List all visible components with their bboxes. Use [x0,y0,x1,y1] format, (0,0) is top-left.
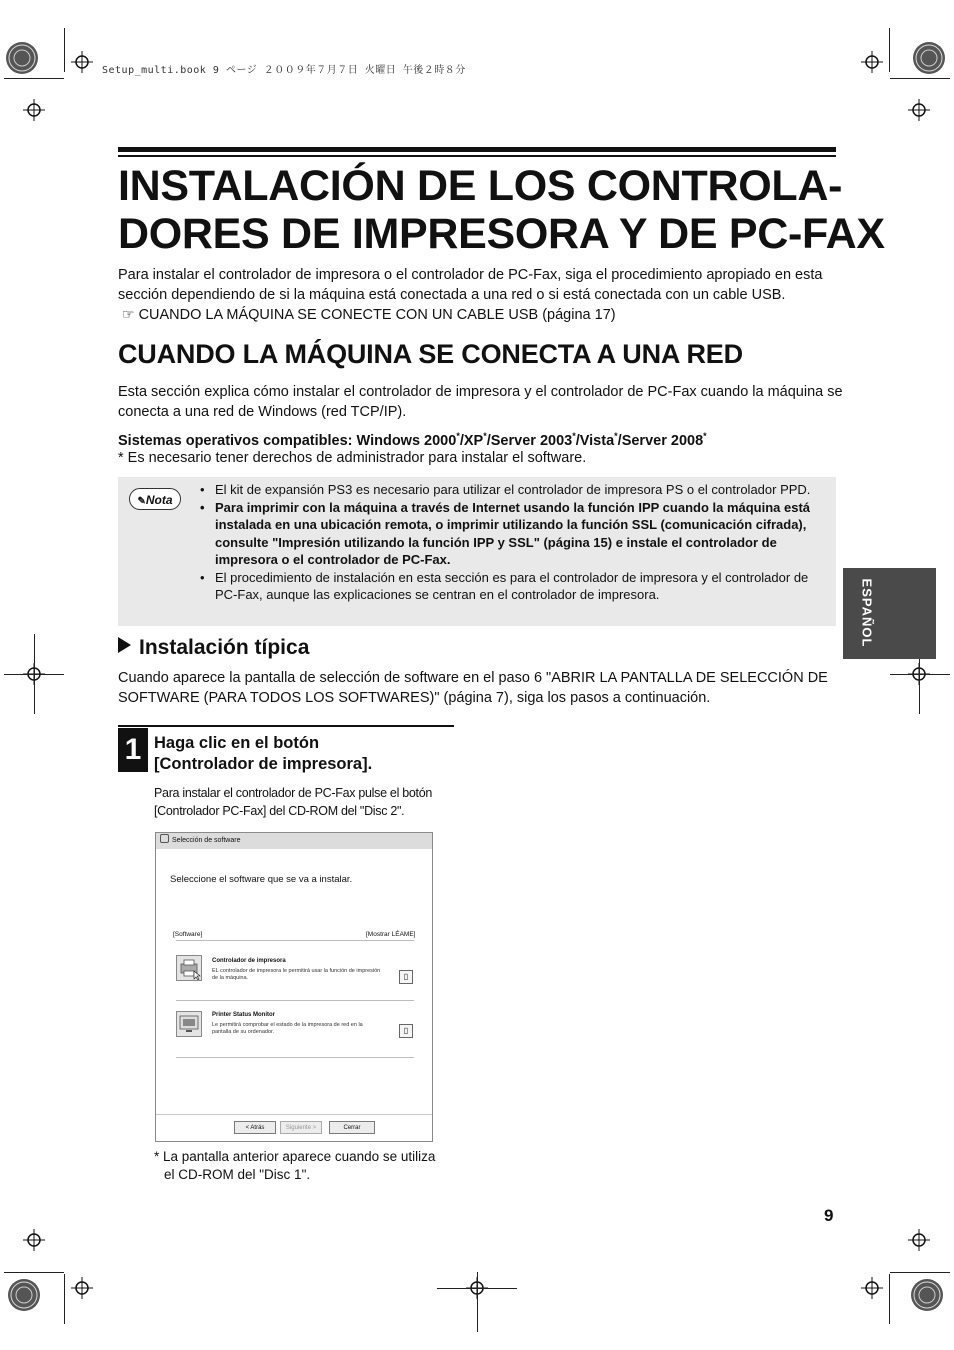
os-asterisk: * [456,431,460,441]
usb-reference-text: CUANDO LA MÁQUINA SE CONECTE CON UN CABLE USB (página 17) [138,307,616,323]
window-content [156,849,432,1141]
page-title-line2: DORES DE IMPRESORA Y DE PC-FAX [118,210,885,258]
title-rule-thin [118,155,836,157]
registration-mark-icon [909,1277,945,1313]
os-asterisk: * [483,431,487,441]
document-icon[interactable]: ▯ [399,1024,413,1038]
crosshair-icon [861,51,883,73]
step-rule [118,725,454,727]
crosshair-icon [908,99,930,121]
crosshair-icon [71,1277,93,1299]
software-selection-window [155,832,433,1142]
os-asterisk: * [614,431,618,441]
pencil-icon: ✎ [137,496,146,507]
divider [176,1057,414,1058]
printer-driver-button[interactable]: Controlador de impresora [212,958,286,964]
readme-link[interactable]: [Mostrar LÉAME] [366,931,416,938]
intro-paragraph: Para instalar el controlador de impresora o el controlador de PC-Fax, siga el procedimiento apropiado en esta sección dependiendo de si la máquina está conectada a una red o si está conectada con un cable USB. [118,267,823,303]
language-tab-label: ESPAÑOL [859,578,875,648]
print-slug: Setup_multi.book 9 ページ ２００９年７月７日 火曜日 午後２時８分 [102,65,466,76]
registration-mark-icon [4,40,40,76]
note-item: • Para imprimir con la máquina a través de Internet usando la función IPP cuando la máquina está instalada en una ubicación remota, o imprimir utilizando la función SSL (comunicación cifrada), consulte "Impresión utilizando la función IPP y SSL" (página 15) e instale el controlador de impresora o el controlador de PC-Fax. [198,499,828,569]
subsection-heading-text: Instalación típica [139,636,310,659]
note-list [198,481,828,604]
triangle-bullet-icon [118,637,131,653]
os-asterisk: * [572,431,576,441]
section-heading: CUANDO LA MÁQUINA SE CONECTA A UNA RED [118,339,743,369]
divider [176,1000,414,1001]
note-badge-label: Nota [145,493,173,507]
footer-divider [156,1114,432,1115]
back-button[interactable]: < Atrás [234,1121,276,1134]
note-item: • El procedimiento de instalación en esta sección es para el controlador de impresora y el controlador de PC-Fax, aunque las explicaciones se centran en el controlador de impresora. [198,569,828,604]
registration-mark-icon [6,1277,42,1313]
title-rule [118,147,836,152]
next-button[interactable]: Siguiente > [280,1121,322,1134]
footnote [154,1148,435,1184]
language-tab [843,568,936,659]
page-number: 9 [824,1206,834,1225]
step-description-line2: [Controlador PC-Fax] del CD-ROM del "Disc 2". [154,804,405,818]
crosshair-icon [23,99,45,121]
usb-reference[interactable] [122,307,616,323]
step-title [154,733,372,775]
window-titlebar [156,833,432,850]
os-xp: /XP [459,432,484,449]
printer-icon[interactable] [176,955,202,981]
printer-driver-desc: EL controlador de impresora le permitirá usar la función de impresión de la máquina. [212,968,381,981]
typical-paragraph: Cuando aparece la pantalla de selección de software en el paso 6 "ABRIR LA PANTALLA DE SELECCIÓN DE SOFTWARE (PARA TODOS LOS SOFTWARES)" (página 7), siga los pasos a continuación. [118,670,828,706]
pointing-hand-icon: ☞ [122,307,135,323]
registration-mark-icon [911,40,947,76]
step-description [154,784,432,820]
page-title-line1: INSTALACIÓN DE LOS CONTROLA- [118,162,843,210]
page-title [118,162,885,258]
divider [176,940,414,941]
footnote-line2: el CD-ROM del "Disc 1". [164,1167,311,1182]
os-label: Sistemas operativos compatibles: Windows 2000 [118,432,457,449]
section-paragraph: Esta sección explica cómo instalar el controlador de impresora y el controlador de PC-Fax cuando la máquina se conecta a una red de Windows (red TCP/IP). [118,384,843,420]
status-monitor-button[interactable]: Printer Status Monitor [212,1012,276,1018]
os-server2008: /Server 2008 [617,432,704,449]
window-prompt: Seleccione el software que se va a instalar. [170,874,353,885]
close-button[interactable]: Cerrar [329,1121,375,1134]
note-badge [129,488,181,510]
compatible-os [118,431,707,449]
step-description-line1: Para instalar el controlador de PC-Fax pulse el botón [154,786,433,800]
admin-note: * Es necesario tener derechos de administrador para instalar el software. [118,450,587,466]
step-number: 1 [118,728,148,772]
document-icon[interactable]: ▯ [399,970,413,984]
os-asterisk: * [703,431,707,441]
monitor-icon[interactable] [176,1011,202,1037]
subsection-heading [118,636,309,660]
crosshair-icon [71,51,93,73]
crosshair-icon [861,1277,883,1299]
step-title-line2: [Controlador de impresora]. [154,755,373,773]
step-title-line1: Haga clic en el botón [154,734,320,752]
os-vista: /Vista [575,432,615,449]
crosshair-icon [908,1229,930,1251]
crosshair-icon [23,1229,45,1251]
status-monitor-desc: Le permitirá comprobar el estado de la impresora de red en la pantalla de su ordenador. [212,1022,363,1035]
window-app-icon [160,834,169,843]
window-title: Selección de software [172,837,241,844]
software-label: [Software] [173,931,203,938]
os-server2003: /Server 2003 [486,432,573,449]
note-item: • El kit de expansión PS3 es necesario para utilizar el controlador de impresora PS o el controlador PPD. [198,481,828,499]
footnote-line1: * La pantalla anterior aparece cuando se utiliza [154,1149,436,1164]
